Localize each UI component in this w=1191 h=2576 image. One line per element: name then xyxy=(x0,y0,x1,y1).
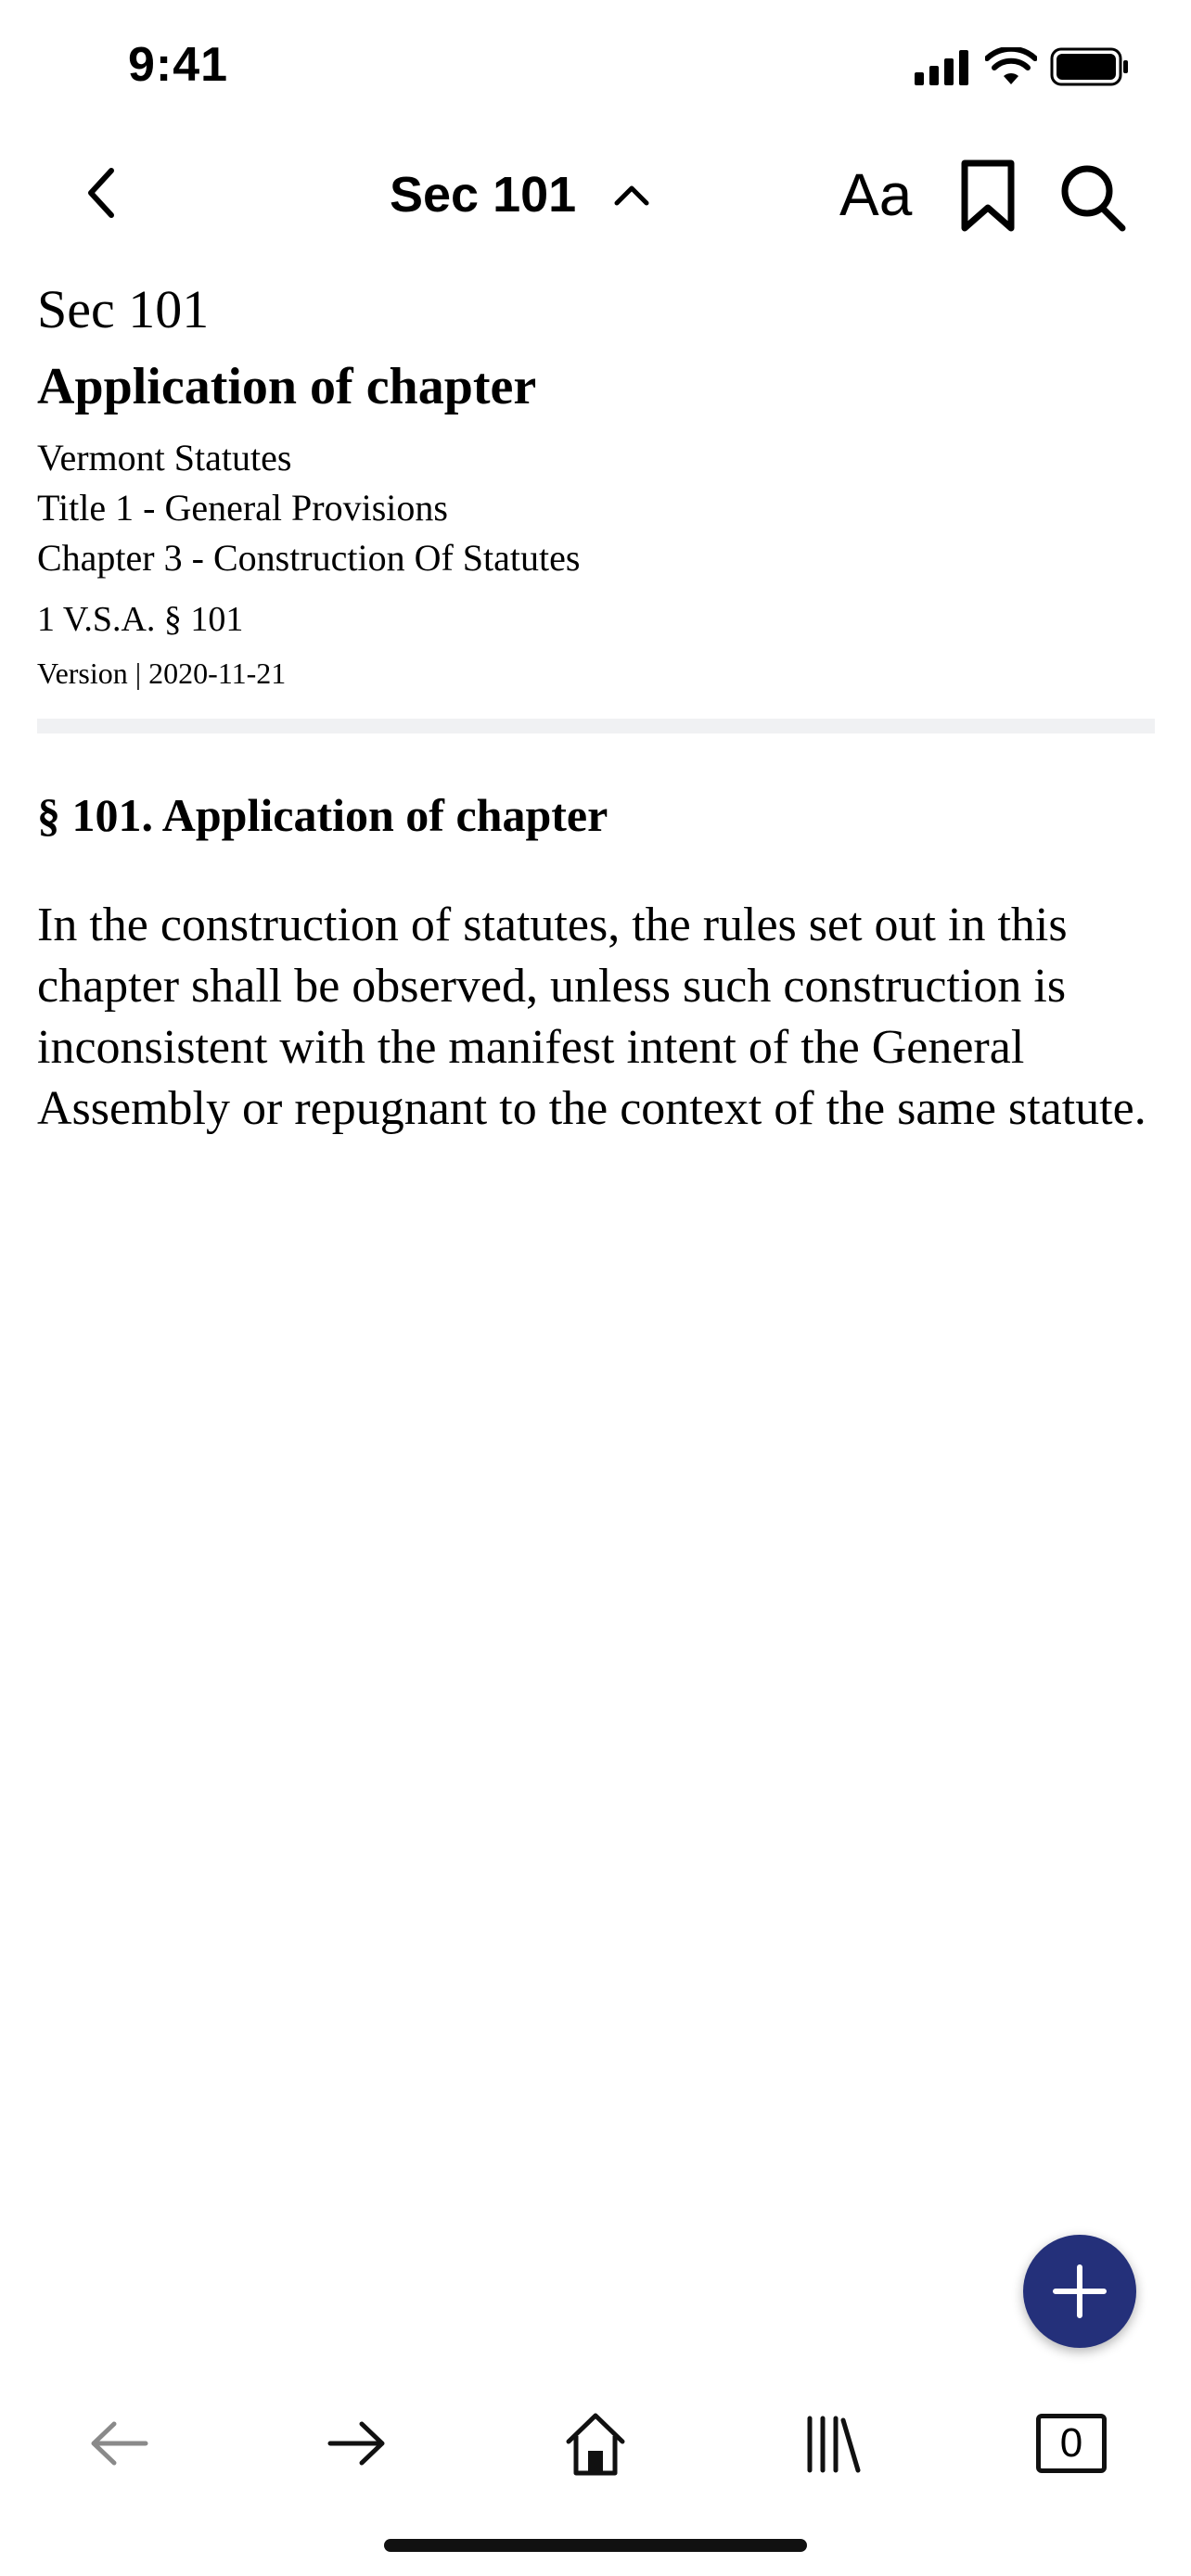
section-title-dropdown[interactable] xyxy=(390,153,650,236)
version-label: Version | 2020-11-21 xyxy=(37,657,287,690)
section-label: Sec 101 xyxy=(37,279,210,339)
header-divider xyxy=(37,719,1155,733)
meta-collection: Vermont Statutes xyxy=(37,437,292,478)
citation: 1 V.S.A. § 101 xyxy=(37,600,244,639)
history-forward-button[interactable] xyxy=(311,2402,403,2485)
arrow-left-icon xyxy=(88,2420,149,2467)
chapter-title: Application of chapter xyxy=(37,358,537,415)
status-icons xyxy=(915,45,1130,89)
library-icon xyxy=(802,2413,864,2474)
status-time: 9:41 xyxy=(128,38,229,92)
tabs-count-button[interactable] xyxy=(1025,2402,1118,2485)
meta-chapter: Chapter 3 - Construction Of Statutes xyxy=(37,537,581,579)
signal-icon xyxy=(915,48,972,85)
tabs-count-icon: 0 xyxy=(1036,2414,1107,2473)
history-back-button[interactable] xyxy=(72,2402,165,2485)
nav-title: Sec 101 xyxy=(390,167,577,223)
meta-title: Title 1 - General Provisions xyxy=(37,487,448,529)
section-body-text: In the construction of statutes, the rules set out in this chapter shall be observed, unless such construction is inconsistent with the manifest intent of the General Assembly or repugnant to the context of the same statute. xyxy=(37,899,1146,1135)
bookmark-button[interactable] xyxy=(955,158,1020,236)
library-button[interactable] xyxy=(787,2402,879,2485)
home-icon xyxy=(563,2410,628,2477)
chevron-left-icon xyxy=(83,165,121,221)
battery-icon xyxy=(1050,47,1130,86)
bookmark-icon xyxy=(955,158,1020,236)
search-button[interactable] xyxy=(1056,158,1130,236)
plus-icon xyxy=(1052,2264,1108,2319)
home-indicator xyxy=(384,2539,807,2552)
search-icon xyxy=(1056,158,1130,236)
back-button[interactable] xyxy=(65,156,139,230)
chevron-up-icon xyxy=(613,183,650,207)
add-fab-button[interactable] xyxy=(1023,2235,1136,2348)
section-heading: § 101. Application of chapter xyxy=(37,789,608,841)
arrow-right-icon xyxy=(327,2420,388,2467)
wifi-icon xyxy=(985,47,1037,86)
text-size-button[interactable]: Aa xyxy=(839,161,913,228)
home-button[interactable] xyxy=(549,2402,642,2485)
